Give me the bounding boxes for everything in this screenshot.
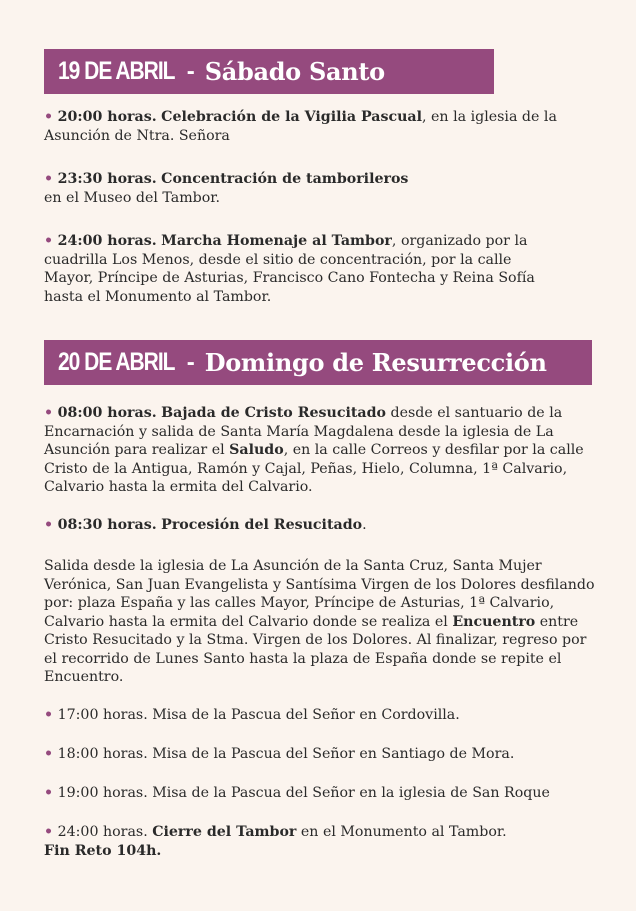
event-description: desde el santuario de la Encarnación y salida de Santa María Magdalena desde la iglesia de La Asunción para realizar el	[44, 405, 563, 458]
event-title: Procesión del Resucitado	[161, 517, 363, 533]
event-item	[44, 823, 596, 860]
section-header-19-abril	[44, 49, 494, 94]
event-item	[44, 232, 556, 306]
event-item	[44, 706, 596, 725]
bullet-icon: •	[44, 109, 54, 125]
bullet-icon: •	[44, 746, 54, 762]
event-time: 20:00 horas.	[57, 109, 157, 125]
event-description: en el Museo del Tambor.	[44, 189, 221, 206]
event-title: Cierre del Tambor	[152, 824, 297, 840]
bullet-icon: •	[44, 233, 54, 249]
section-separator: -	[186, 348, 195, 376]
event-item	[44, 516, 596, 535]
event-description: .	[362, 517, 367, 533]
event-time: 08:30 horas.	[57, 517, 157, 533]
bullet-icon: •	[44, 171, 54, 187]
event-description: , en la calle Correos y desfilar por la calle Cristo de la Antigua, Ramón y Cajal, Peñas, Hielo, Columna, 1ª Calvario, Calvario hasta la ermita del Calvario.	[44, 442, 584, 495]
event-title: Bajada de Cristo Resucitado	[161, 405, 386, 421]
event-title: Celebración de la Vigilia Pascual	[161, 109, 423, 125]
closing-note: Fin Reto 104h.	[44, 842, 162, 859]
event-title: Marcha Homenaje al Tambor	[161, 233, 392, 249]
paragraph-text: entre Cristo Resucitado y la Stma. Virgen de los Dolores. Al finalizar, regreso por el recorrido de Lunes Santo hasta la plaza de España donde se repite el Encuentro.	[44, 613, 587, 685]
event-description: , en la iglesia de la Asunción de Ntra. Señora	[44, 109, 557, 144]
event-text: 19:00 horas. Misa de la Pascua del Señor en la iglesia de San Roque	[57, 785, 550, 801]
event-item	[44, 170, 596, 207]
section-day: Domingo de Resurrección	[204, 348, 547, 377]
event-description: en el Monumento al Tambor.	[296, 824, 507, 840]
bullet-icon: •	[44, 707, 54, 723]
paragraph-text: Salida desde la iglesia de La Asunción de la Santa Cruz, Santa Mujer Verónica, San Juan Evangelista y Santísima Virgen de los Dolores desfilando por: plaza España y las calles Mayor, Príncipe de Asturias, 1ª Calvario, Calvario hasta la ermita del Calvario donde se realiza el	[44, 558, 595, 630]
bullet-icon: •	[44, 785, 54, 801]
section-date: 20 DE ABRIL	[58, 348, 175, 376]
event-paragraph	[44, 557, 596, 687]
event-text: 18:00 horas. Misa de la Pascua del Señor en Santiago de Mora.	[57, 746, 515, 762]
event-highlight: Saludo	[229, 442, 284, 458]
section-day: Sábado Santo	[204, 57, 385, 86]
event-time: 24:00 horas.	[57, 824, 153, 840]
event-time: 23:30 horas.	[57, 171, 157, 187]
event-time: 24:00 horas.	[57, 233, 157, 249]
section-header-20-abril	[44, 340, 592, 385]
event-text: 17:00 horas. Misa de la Pascua del Señor en Cordovilla.	[57, 707, 460, 723]
event-description: , organizado por la cuadrilla Los Menos, desde el sitio de concentración, por la calle Mayor, Príncipe de Asturias, Francisco Cano Fontecha y Reina Sofía hasta el Monumento al Tambor.	[44, 233, 535, 305]
paragraph-highlight: Encuentro	[452, 613, 536, 630]
bullet-icon: •	[44, 405, 54, 421]
bullet-icon: •	[44, 824, 54, 840]
event-item	[44, 404, 596, 497]
event-title: Concentración de tamborileros	[161, 171, 409, 187]
event-time: 08:00 horas.	[57, 405, 157, 421]
event-item	[44, 784, 596, 803]
bullet-icon: •	[44, 517, 54, 533]
section-separator: -	[186, 57, 195, 85]
event-item	[44, 745, 596, 764]
event-item	[44, 108, 596, 145]
section-date: 19 DE ABRIL	[58, 57, 175, 85]
